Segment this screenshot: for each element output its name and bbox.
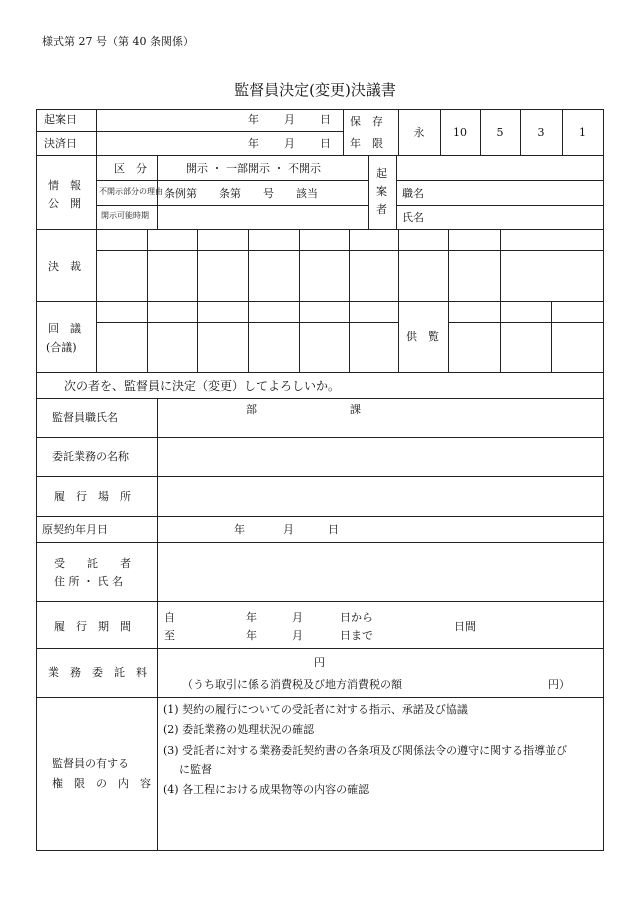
shokumei-label: 職名 bbox=[402, 187, 424, 200]
supervisor-name-label: 監督員職氏名 bbox=[52, 411, 118, 424]
contractor-label-1: 受 託 者 bbox=[54, 557, 131, 570]
retention-label-1: 保 存 bbox=[350, 115, 383, 128]
kessai-label: 決 裁 bbox=[48, 260, 81, 273]
authority-label-2: 権 限 の 内 容 bbox=[52, 777, 151, 790]
location-field[interactable] bbox=[158, 477, 603, 516]
shimei-label: 氏名 bbox=[402, 211, 424, 224]
retention-option-3[interactable]: 3 bbox=[537, 126, 545, 139]
period-label: 開示可能時期 bbox=[101, 211, 149, 220]
original-date-label: 原契約年月日 bbox=[42, 523, 108, 536]
kyoran-label: 供 覧 bbox=[406, 330, 439, 343]
reason-value[interactable]: 条例第 条第 号 該当 bbox=[164, 187, 318, 200]
reason-label: 不開示部分の理由 bbox=[99, 187, 163, 196]
retention-option-5[interactable]: 5 bbox=[496, 126, 504, 139]
retention-label-2: 年 限 bbox=[350, 137, 383, 150]
disclosure-label-1: 情 報 bbox=[48, 179, 81, 192]
kaigi-label-1: 回 議 bbox=[48, 322, 81, 335]
retention-option-permanent[interactable]: 永 bbox=[413, 126, 425, 139]
disclosure-label-2: 公 開 bbox=[48, 197, 81, 210]
kaigi-label-2: (合議) bbox=[46, 341, 77, 354]
kian-date-label: 起案日 bbox=[44, 113, 77, 126]
location-label: 履 行 場 所 bbox=[54, 490, 131, 503]
retention-option-1[interactable]: 1 bbox=[579, 126, 586, 139]
contractor-label-2: 住 所 ・ 氏 名 bbox=[54, 575, 123, 588]
period-label: 履 行 期 間 bbox=[54, 620, 131, 633]
kubun-label: 区 分 bbox=[114, 162, 147, 175]
authority-item: (1) 契約の履行についての受託者に対する指示、承諾及び協議 bbox=[163, 703, 468, 716]
page-title: 監督員決定(変更)決議書 bbox=[234, 81, 396, 99]
authority-item: に監督 bbox=[179, 763, 212, 776]
kessai-date-label: 決済日 bbox=[44, 137, 77, 150]
authority-item: (4) 各工程における成果物等の内容の確認 bbox=[163, 783, 370, 796]
task-name-label: 委託業務の名称 bbox=[52, 450, 129, 463]
form-number: 様式第 27 号（第 40 条関係） bbox=[42, 35, 194, 48]
task-name-field[interactable] bbox=[158, 438, 603, 476]
authority-label-1: 監督員の有する bbox=[52, 757, 129, 770]
authority-item: (3) 受託者に対する業務委託契約書の各条項及び関係法令の遵守に関する指導並び bbox=[163, 744, 568, 757]
fee-label: 業 務 委 託 料 bbox=[48, 666, 147, 679]
authority-item: (2) 委託業務の処理状況の確認 bbox=[163, 723, 315, 736]
kubun-options[interactable]: 開示 ・ 一部開示 ・ 不開示 bbox=[186, 162, 321, 175]
request-sentence: 次の者を、監督員に決定（変更）してよろしいか。 bbox=[64, 379, 341, 393]
contractor-field[interactable] bbox=[158, 543, 603, 601]
retention-option-10[interactable]: 10 bbox=[453, 126, 467, 139]
